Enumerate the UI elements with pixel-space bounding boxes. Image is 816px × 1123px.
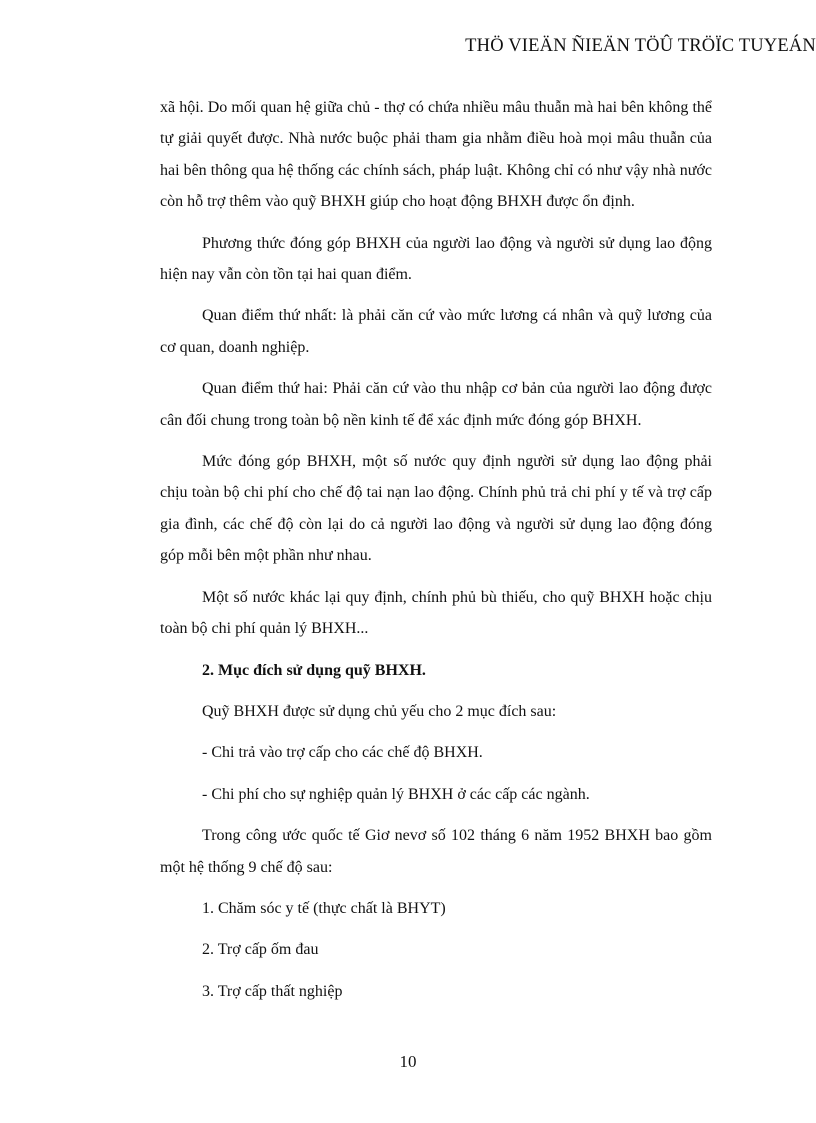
paragraph-contribution-level: Mức đóng góp BHXH, một số nước quy định người sử dụng lao động phải chịu toàn bộ chi phí cho chế độ tai nạn lao động. Chính phủ trả chi phí y tế và trợ cấp gia đình, các chế độ còn lại do cả người lao động và người sử dụng lao động đóng góp mỗi bên một phần như nhau. bbox=[160, 453, 712, 565]
page-number: 10 bbox=[399, 1052, 417, 1071]
paragraph-convention: Trong công ước quốc tế Giơ nevơ số 102 tháng 6 năm 1952 BHXH bao gồm một hệ thống 9 chế độ sau: bbox=[160, 827, 712, 876]
list-item-usage-2: - Chi phí cho sự nghiệp quản lý BHXH ở các cấp các ngành. bbox=[202, 785, 590, 803]
list-item-usage-1: - Chi trả vào trợ cấp cho các chế độ BHXH. bbox=[202, 744, 483, 762]
page-header: THÖ VIEÄN ÑIEÄN TÖÛ TRÖÏC TUYEÁN bbox=[465, 36, 816, 56]
document-body bbox=[160, 92, 712, 1017]
paragraph-other-countries: Một số nước khác lại quy định, chính phủ bù thiếu, cho quỹ BHXH hoặc chịu toàn bộ chi phí quản lý BHXH... bbox=[160, 588, 712, 638]
section-heading: 2. Mục đích sử dụng quỹ BHXH. bbox=[202, 661, 426, 679]
paragraph-fund-usage: Quỹ BHXH được sử dụng chủ yếu cho 2 mục đích sau: bbox=[202, 702, 557, 720]
paragraph-contribution-methods: Phương thức đóng góp BHXH của người lao động và người sử dụng lao động hiện nay vẫn còn tồn tại hai quan điểm. bbox=[160, 234, 712, 284]
paragraph-first-view: Quan điểm thứ nhất: là phải căn cứ vào mức lương cá nhân và quỹ lương của cơ quan, doanh nghiệp. bbox=[160, 307, 712, 356]
list-item-regime-1: 1. Chăm sóc y tế (thực chất là BHYT) bbox=[202, 899, 446, 917]
list-item-regime-2: 2. Trợ cấp ốm đau bbox=[202, 941, 319, 959]
paragraph-second-view: Quan điểm thứ hai: Phải căn cứ vào thu nhập cơ bản của người lao động được cân đối chung trong toàn bộ nền kinh tế để xác định mức đóng góp BHXH. bbox=[160, 380, 712, 429]
paragraph-continuation: xã hội. Do mối quan hệ giữa chủ - thợ có chứa nhiều mâu thuẫn mà hai bên không thể tự giải quyết được. Nhà nước buộc phải tham gia nhằm điều hoà mọi mâu thuẫn của hai bên thông qua hệ thống các chính sách, pháp luật. Không chỉ có như vậy nhà nước còn hỗ trợ thêm vào quỹ BHXH giúp cho hoạt động BHXH được ổn định. bbox=[160, 99, 712, 211]
list-item-regime-3: 3. Trợ cấp thất nghiệp bbox=[202, 982, 343, 1000]
